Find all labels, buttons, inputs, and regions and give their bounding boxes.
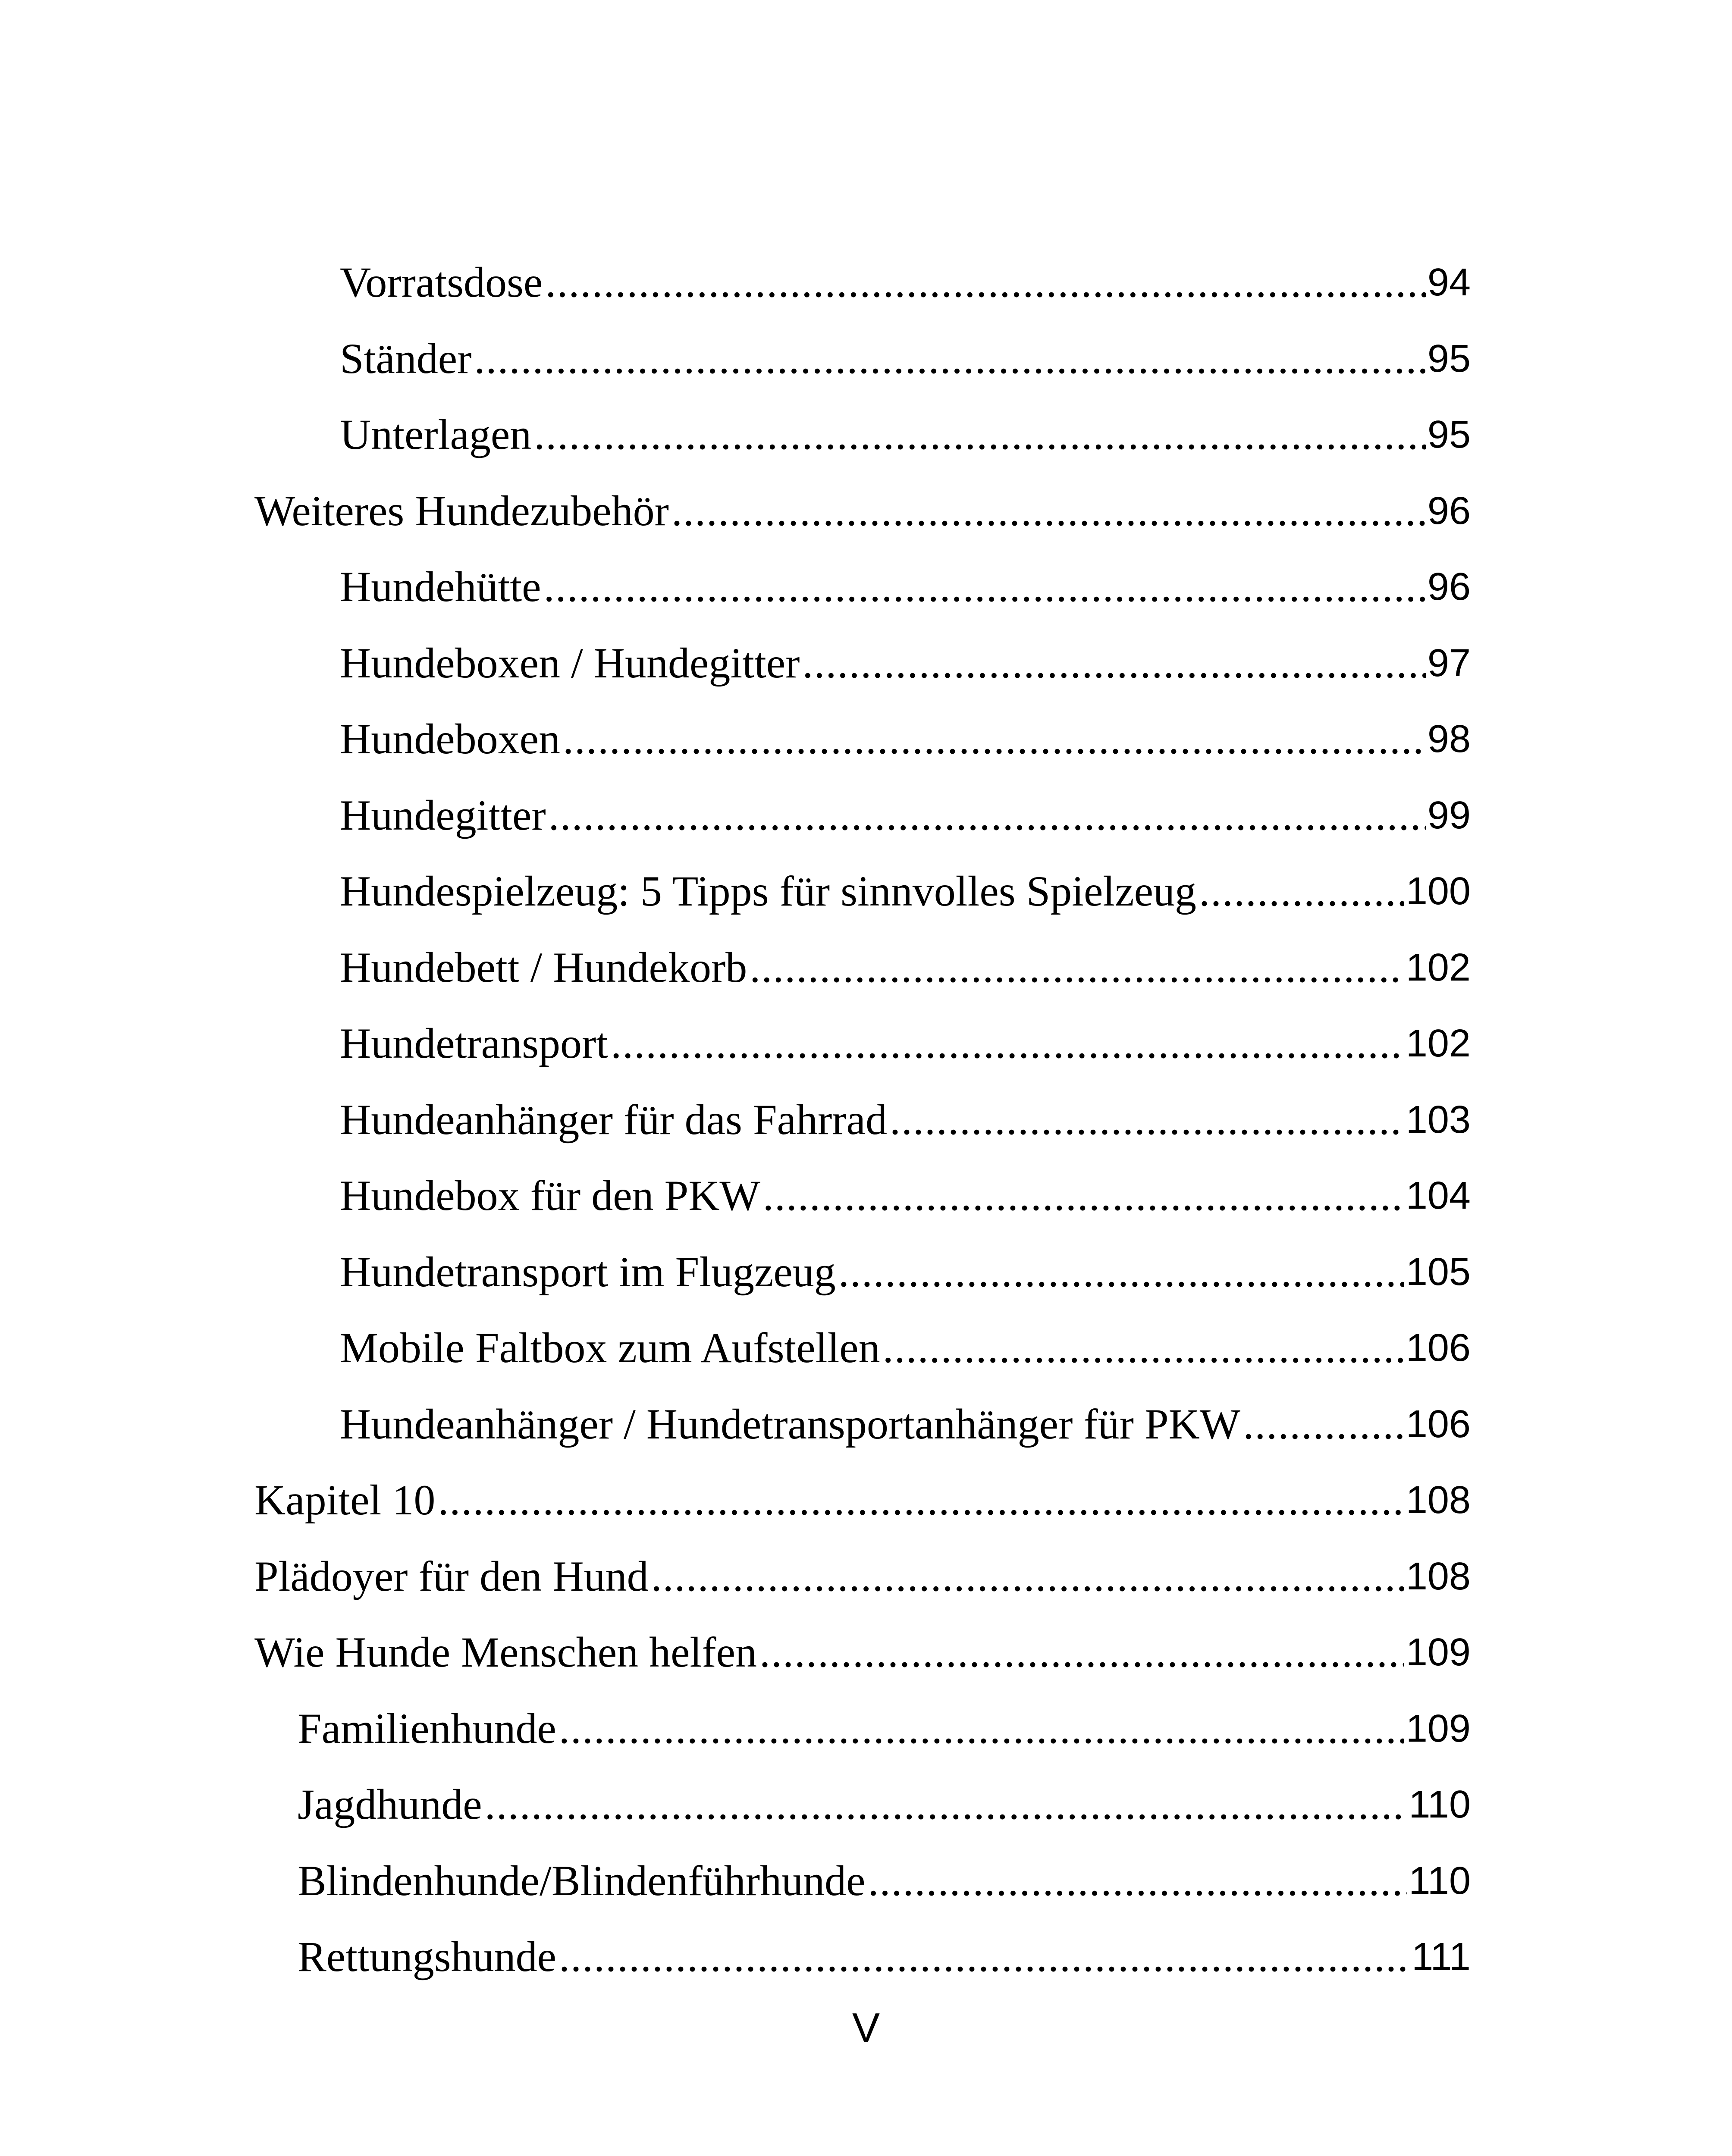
toc-entry-title: Blindenhunde/Blindenführhunde xyxy=(298,1859,868,1902)
toc-entry-page: 110 xyxy=(1407,1861,1471,1900)
toc-entry-page: 108 xyxy=(1404,1481,1471,1520)
toc-entry-title: Plädoyer für den Hund xyxy=(254,1555,651,1598)
toc-dot-leader xyxy=(534,413,1426,456)
toc-entry-title: Hundebett / Hundekorb xyxy=(340,946,750,989)
toc-entry-page: 110 xyxy=(1407,1785,1471,1824)
toc-entry-title: Jagdhunde xyxy=(298,1783,485,1826)
toc-entry-title: Rettungshunde xyxy=(298,1935,559,1978)
toc-entry-title: Hundebox für den PKW xyxy=(340,1174,763,1217)
toc-dot-leader xyxy=(868,1859,1407,1902)
toc-dot-leader xyxy=(438,1479,1404,1522)
toc-entry[interactable] xyxy=(254,1767,1471,1843)
toc-entry-page: 106 xyxy=(1404,1405,1471,1444)
toc-entry[interactable] xyxy=(254,397,1471,473)
toc-dot-leader xyxy=(559,1707,1404,1750)
toc-dot-leader xyxy=(838,1250,1404,1294)
toc-entry[interactable] xyxy=(254,625,1471,702)
toc-dot-leader xyxy=(485,1783,1407,1826)
toc-entry[interactable] xyxy=(254,1919,1471,1995)
toc-entry-page: 97 xyxy=(1426,644,1471,683)
toc-dot-leader xyxy=(559,1935,1410,1978)
toc-entry-page: 103 xyxy=(1404,1100,1471,1139)
toc-entry-title: Hundeanhänger / Hundetransportanhänger für PKW xyxy=(340,1403,1243,1446)
toc-entry[interactable] xyxy=(254,853,1471,930)
toc-dot-leader xyxy=(802,642,1425,685)
table-of-contents xyxy=(254,244,1471,1995)
toc-entry-page: 100 xyxy=(1404,872,1471,911)
toc-dot-leader xyxy=(651,1555,1404,1598)
page-number: V xyxy=(852,2005,880,2051)
toc-entry-page: 99 xyxy=(1426,796,1471,835)
toc-dot-leader xyxy=(563,718,1426,761)
toc-entry-title: Hundetransport im Flugzeug xyxy=(340,1250,838,1294)
toc-dot-leader xyxy=(1199,870,1404,913)
toc-entry[interactable] xyxy=(254,1082,1471,1158)
toc-entry-page: 109 xyxy=(1404,1633,1471,1672)
toc-entry[interactable] xyxy=(254,1691,1471,1767)
toc-entry-title: Hundespielzeug: 5 Tipps für sinnvolles Spielzeug xyxy=(340,870,1199,913)
toc-entry-page: 95 xyxy=(1426,415,1471,454)
toc-entry-title: Ständer xyxy=(340,337,474,380)
toc-entry-page: 95 xyxy=(1426,339,1471,378)
toc-entry-title: Hundetransport xyxy=(340,1022,611,1065)
toc-dot-leader xyxy=(671,489,1426,533)
toc-entry[interactable] xyxy=(254,244,1471,321)
toc-dot-leader xyxy=(611,1022,1404,1065)
toc-entry[interactable] xyxy=(254,1843,1471,1919)
toc-entry-title: Hundehütte xyxy=(340,565,544,608)
toc-entry[interactable] xyxy=(254,1462,1471,1539)
toc-entry-title: Familienhunde xyxy=(298,1707,559,1750)
toc-entry-title: Hundegitter xyxy=(340,794,549,837)
toc-dot-leader xyxy=(545,261,1426,304)
toc-entry-page: 102 xyxy=(1404,1024,1471,1063)
toc-entry-title: Wie Hunde Menschen helfen xyxy=(254,1631,759,1674)
toc-entry-title: Hundeanhänger für das Fahrrad xyxy=(340,1098,890,1141)
toc-entry-page: 96 xyxy=(1426,567,1471,606)
toc-entry[interactable] xyxy=(254,1386,1471,1463)
toc-entry-title: Vorratsdose xyxy=(340,261,545,304)
toc-entry[interactable] xyxy=(254,321,1471,397)
toc-entry-page: 102 xyxy=(1404,948,1471,987)
toc-dot-leader xyxy=(750,946,1404,989)
toc-entry-page: 94 xyxy=(1426,263,1471,302)
toc-entry-page: 108 xyxy=(1404,1557,1471,1596)
toc-entry-page: 105 xyxy=(1404,1253,1471,1291)
toc-dot-leader xyxy=(883,1326,1404,1369)
toc-entry[interactable] xyxy=(254,1310,1471,1386)
toc-dot-leader xyxy=(549,794,1426,837)
toc-entry[interactable] xyxy=(254,1158,1471,1234)
toc-dot-leader xyxy=(890,1098,1404,1141)
toc-entry[interactable] xyxy=(254,1234,1471,1310)
toc-entry[interactable] xyxy=(254,1006,1471,1082)
toc-entry-title: Kapitel 10 xyxy=(254,1479,438,1522)
toc-dot-leader xyxy=(474,337,1425,380)
toc-entry-page: 109 xyxy=(1404,1709,1471,1748)
toc-entry-page: 98 xyxy=(1426,720,1471,758)
toc-entry[interactable] xyxy=(254,1539,1471,1615)
toc-dot-leader xyxy=(763,1174,1404,1217)
toc-entry[interactable] xyxy=(254,930,1471,1006)
toc-entry-title: Hundeboxen xyxy=(340,718,563,761)
toc-entry[interactable] xyxy=(254,777,1471,854)
toc-entry-page: 106 xyxy=(1404,1329,1471,1367)
toc-entry[interactable] xyxy=(254,701,1471,777)
toc-entry-page: 96 xyxy=(1426,492,1471,530)
toc-entry-title: Unterlagen xyxy=(340,413,534,456)
toc-entry-page: 104 xyxy=(1404,1176,1471,1215)
toc-dot-leader xyxy=(1243,1403,1404,1446)
toc-dot-leader xyxy=(544,565,1426,608)
toc-entry[interactable] xyxy=(254,549,1471,625)
toc-entry[interactable] xyxy=(254,1614,1471,1691)
toc-dot-leader xyxy=(759,1631,1404,1674)
toc-entry[interactable] xyxy=(254,473,1471,549)
toc-entry-page: 111 xyxy=(1410,1937,1471,1976)
toc-entry-title: Weiteres Hundezubehör xyxy=(254,489,671,533)
toc-entry-title: Mobile Faltbox zum Aufstellen xyxy=(340,1326,883,1369)
toc-entry-title: Hundeboxen / Hundegitter xyxy=(340,642,802,685)
